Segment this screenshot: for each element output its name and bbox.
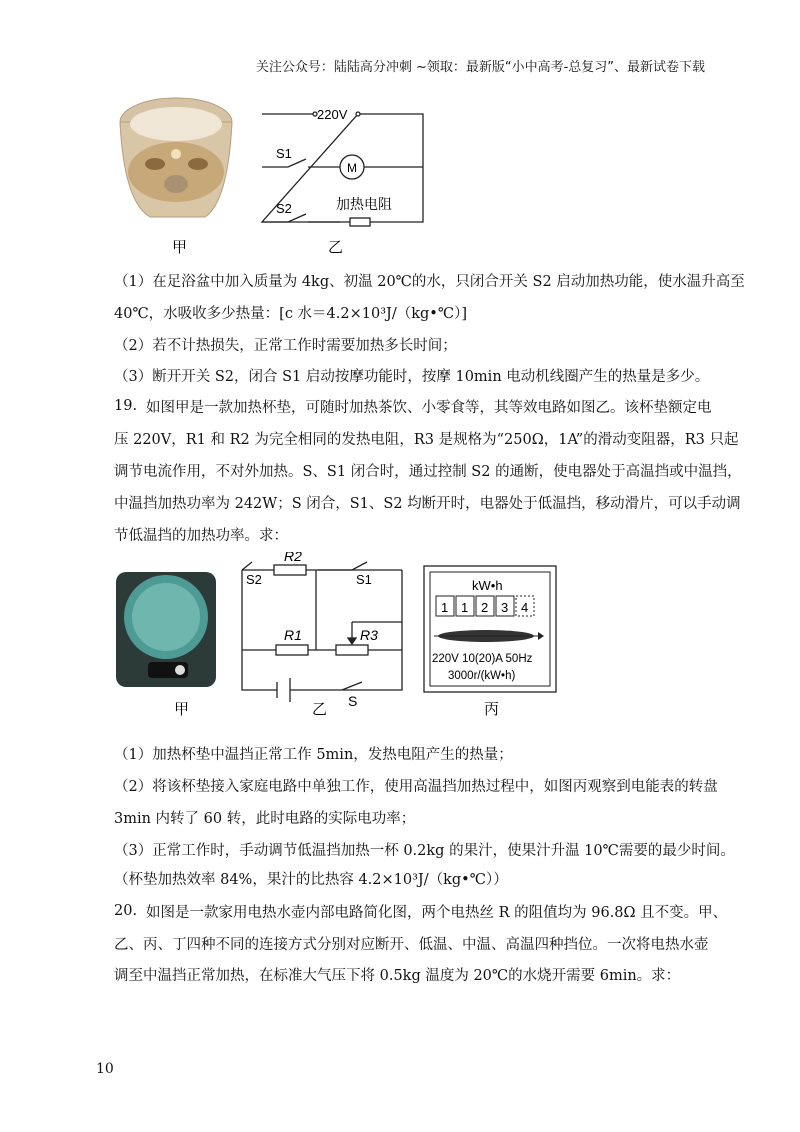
meter-revolutions: 3000r/(kW•h) [448, 670, 516, 682]
foot-bath-photo [120, 98, 232, 217]
q18-heater-label: 加热电阻 [336, 196, 392, 212]
q18-voltage: 220V [317, 107, 348, 122]
q19-figure [112, 552, 572, 722]
q19-number: 19. [114, 398, 138, 414]
q19-caption-b: 乙 [312, 701, 328, 718]
meter-digit-1: 1 [441, 600, 449, 615]
q19-line5: 节低温挡的加热功率。求： [114, 528, 288, 544]
q18-part3: （3）断开开关 S2，闭合 S1 启动按摩功能时，按摩 10min 电动机线圈产生的热量是多少。 [114, 369, 710, 385]
q19-part3-line1: （3）正常工作时，手动调节低温挡加热一杯 0.2kg 的果汁，使果汁升温 10℃需要的最少时间。 [114, 843, 735, 859]
meter-digit-4: 3 [501, 600, 509, 615]
q19-s2-label: S2 [246, 572, 262, 587]
meter-unit: kW•h [472, 578, 503, 593]
page-header: 关注公众号：陆陆高分冲刺 ~领取：最新版“小中高考-总复习”、最新试卷下载 [255, 60, 705, 75]
q19-s-label: S [348, 693, 358, 709]
page-number: 10 [96, 1061, 114, 1077]
q20-line3: 调至中温挡正常加热，在标准大气压下将 0.5kg 温度为 20℃的水烧开需要 6min。求： [114, 968, 681, 984]
q19-s1-label: S1 [356, 572, 372, 587]
q19-r2-label: R2 [284, 552, 302, 564]
q19-caption-c: 丙 [484, 701, 500, 718]
q20-line2: 乙、丙、丁四种不同的连接方式分别对应断开、低温、中温、高温四种挡位。一次将电热水壶 [114, 937, 709, 953]
q19-r1-label: R1 [284, 627, 302, 643]
q19-part3-line2: （杯垫加热效率 84%，果汁的比热容 4.2×10³J/（kg•℃）） [114, 872, 508, 888]
q19-caption-a: 甲 [174, 701, 190, 718]
q18-part1-line1: （1）在足浴盆中加入质量为 4kg、初温 20℃的水，只闭合开关 S2 启动加热功能，使水温升高至 [114, 274, 745, 290]
q18-s1-label: S1 [276, 146, 292, 161]
q18-part2: （2）若不计热损失，正常工作时需要加热多长时间； [114, 338, 457, 354]
q18-figure [110, 92, 440, 262]
q19-line3: 调节电流作用，不对外加热。S、S1 闭合时，通过控制 S2 的通断，使电器处于高温挡或中温挡， [114, 464, 742, 480]
q19-line1: 如图甲是一款加热杯垫，可随时加热茶饮、小零食等，其等效电路如图乙。该杯垫额定电 [146, 400, 712, 416]
q18-s2-label: S2 [276, 201, 292, 216]
q19-r3-label: R3 [360, 627, 378, 643]
meter-digit-5: 4 [521, 600, 529, 615]
q19-part1: （1）加热杯垫中温挡正常工作 5min，发热电阻产生的热量； [114, 747, 513, 763]
q19-part2-line1: （2）将该杯垫接入家庭电路中单独工作，使用高温挡加热过程中，如图丙观察到电能表的转盘 [114, 779, 718, 795]
q20-line1: 如图是一款家用电热水壶内部电路简化图，两个电热丝 R 的阻值均为 96.8Ω 且不变。甲、 [146, 905, 728, 921]
q19-line2: 压 220V，R1 和 R2 为完全相同的发热电阻，R3 是规格为“250Ω，1A”的滑动变阻器，R3 只起 [114, 432, 739, 448]
meter-digit-2: 1 [461, 600, 469, 615]
q18-caption-b: 乙 [328, 239, 344, 256]
q19-line4: 中温挡加热功率为 242W；S 闭合，S1、S2 均断开时，电器处于低温挡，移动滑片，可以手动调 [114, 496, 741, 512]
q20-number: 20. [114, 903, 138, 919]
meter-digit-3: 2 [481, 600, 489, 615]
meter-rating: 220V 10(20)A 50Hz [432, 653, 533, 665]
q19-part2-line2: 3min 内转了 60 转，此时电路的实际电功率； [114, 811, 416, 827]
q18-motor-label: M [347, 161, 357, 175]
q18-caption-a: 甲 [172, 239, 188, 256]
cup-warmer-photo [116, 572, 216, 687]
q18-part1-line2: 40℃，水吸收多少热量：[c 水＝4.2×10³J/（kg•℃）] [114, 306, 467, 322]
